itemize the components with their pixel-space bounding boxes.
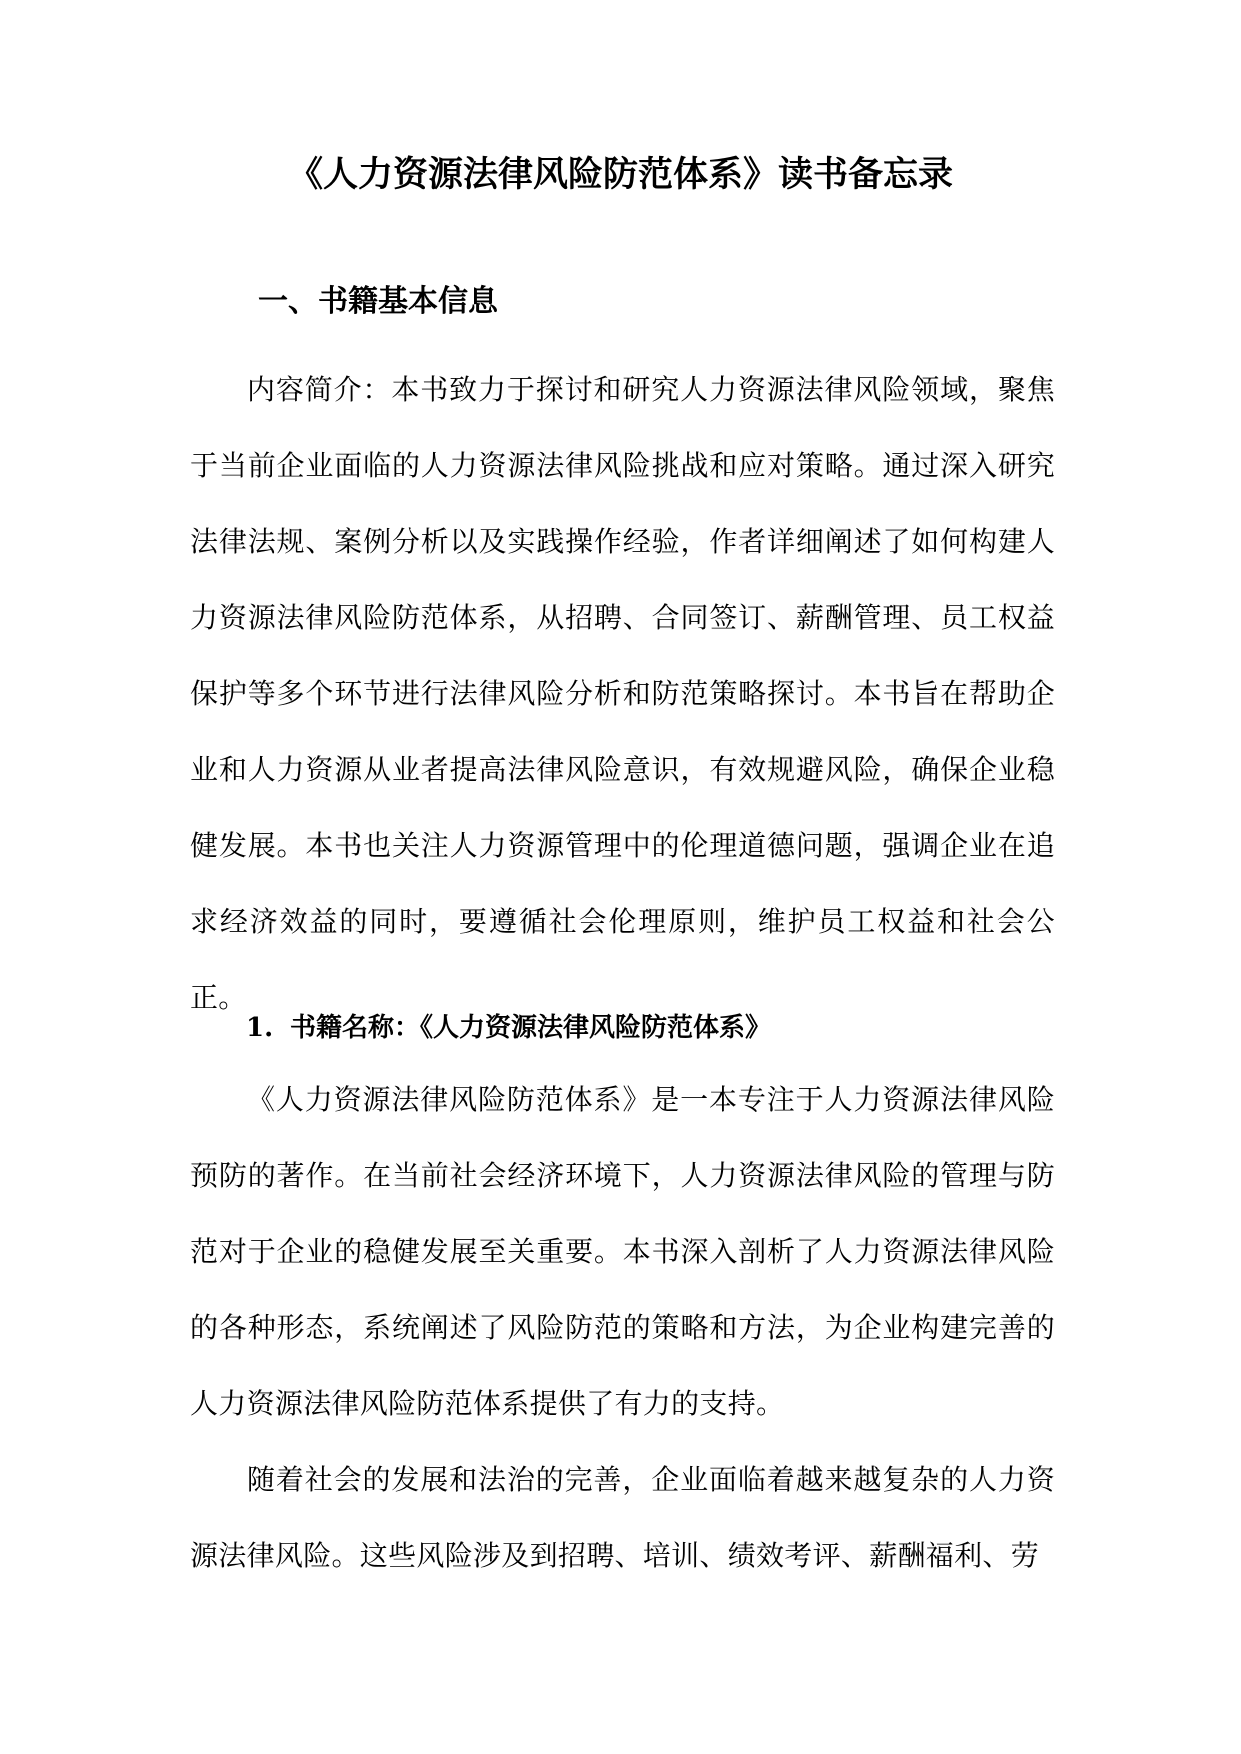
document-title: 《人力资源法律风险防范体系》读书备忘录 [287,154,953,195]
section-heading: 一、书籍基本信息 [258,284,498,319]
body-paragraph: 《人力资源法律风险防范体系》是一本专注于人力资源法律风险预防的著作。在当前社会经济环境下，人力资源法律风险的管理与防范对于企业的稳健发展至关重要。本书深入剖析了人力资源法律风险的各种形态，系统阐述了风险防范的策略和方法，为企业构建完善的人力资源法律风险防范体系提供了有力的支持。 [190,1083,1055,1420]
body-paragraph: 随着社会的发展和法治的完善，企业面临着越来越复杂的人力资源法律风险。这些风险涉及到招聘、培训、绩效考评、薪酬福利、劳 [190,1463,1055,1572]
subsection-heading [246,1008,771,1048]
intro-paragraph: 内容简介：本书致力于探讨和研究人力资源法律风险领域，聚焦于当前企业面临的人力资源法律风险挑战和应对策略。通过深入研究法律法规、案例分析以及实践操作经验，作者详细阐述了如何构建人力资源法律风险防范体系，从招聘、合同签订、薪酬管理、员工权益保护等多个环节进行法律风险分析和防范策略探讨。本书旨在帮助企业和人力资源从业者提高法律风险意识，有效规避风险，确保企业稳健发展。本书也关注人力资源管理中的伦理道德问题，强调企业在追求经济效益的同时，要遵循社会伦理原则，维护员工权益和社会公正。 [190,373,1055,1014]
subsection-title: 书籍名称：《人力资源法律风险防范体系》 [290,1013,772,1043]
subsection-number: 1. [246,1013,274,1043]
